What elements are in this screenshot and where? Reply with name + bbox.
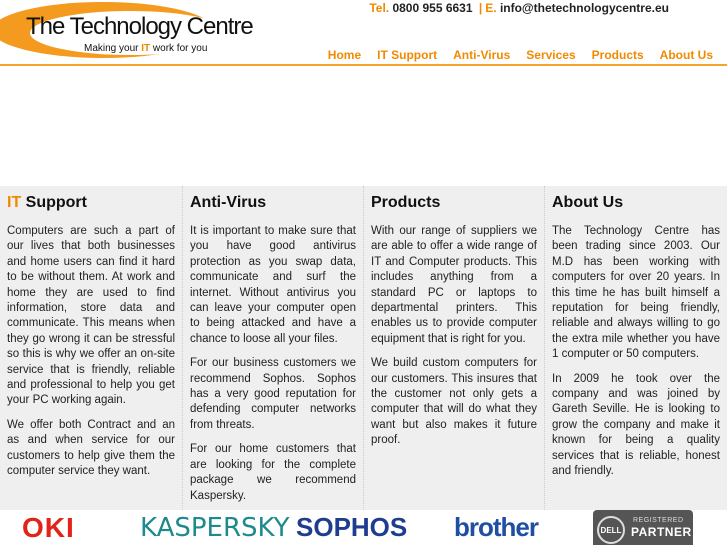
nav-it-support[interactable]: IT Support bbox=[377, 48, 438, 62]
anti-virus-paragraph: For our home customers that are looking for the complete package we recommend Kaspersky. bbox=[190, 443, 356, 502]
nav-services[interactable]: Services bbox=[526, 48, 576, 62]
dell-partner-text: PARTNER bbox=[631, 525, 692, 539]
nav-products[interactable]: Products bbox=[591, 48, 644, 62]
partner-logos bbox=[0, 510, 727, 545]
content-columns bbox=[0, 186, 727, 510]
column-anti-virus bbox=[182, 186, 363, 510]
it-support-heading bbox=[7, 194, 175, 212]
it-support-heading-rest: Support bbox=[21, 194, 87, 211]
logo-title: The Technology Centre bbox=[26, 13, 253, 40]
oki-logo[interactable]: OKI bbox=[22, 511, 75, 543]
kaspersky-logo[interactable]: KASPERSKY bbox=[140, 512, 290, 543]
nav-about-us[interactable]: About Us bbox=[659, 48, 713, 62]
email-label: E. bbox=[485, 1, 497, 15]
products-heading: Products bbox=[371, 194, 441, 211]
contact-separator: | bbox=[478, 1, 483, 15]
nav-anti-virus[interactable]: Anti-Virus bbox=[453, 48, 511, 62]
tel-label: Tel. bbox=[369, 1, 390, 15]
products-paragraph: We build custom computers for our customers. This insures that the customer not only gets a computer that will do what they want but also makes it future proof. bbox=[371, 357, 537, 447]
it-support-paragraph: Computers are such a part of our lives that both businesses and home users can find it hard to be without them. At work and home they are used to find information, store data and communicate. This means when they go wrong it can be stressful so this is why we offer an on-site service that is friendly, reliable and professional to help you get your PC working again. bbox=[7, 225, 175, 407]
column-about-us bbox=[544, 186, 727, 510]
dell-badge: DELL bbox=[597, 516, 625, 544]
sophos-logo[interactable]: SOPHOS bbox=[296, 512, 408, 542]
products-paragraph: With our range of suppliers we are able to offer a wide range of IT and Computer products. This includes anything from a standard PC or laptops to departmental printers. This enables us to provide computer equipment that is right for you. bbox=[371, 225, 537, 345]
about-us-paragraph: The Technology Centre has been trading since 2003. Our M.D has been working with computers for over 20 years. In this time he has built himself a reputation for being friendly, reliable and always willing to go the extra mile whether you have 1 computer or 50 computers. bbox=[552, 225, 720, 361]
it-support-heading-hl: IT bbox=[7, 194, 22, 211]
column-it-support bbox=[0, 186, 182, 510]
it-support-paragraph: We offer both Contract and an as and when service for our customers to help give them the computer service they want. bbox=[7, 418, 175, 478]
logo-tag-after: work for you bbox=[150, 43, 208, 54]
column-products bbox=[363, 186, 544, 510]
anti-virus-paragraph: For our business customers we recommend Sophos. Sophos has a very good reputation for defending computer networks from threats. bbox=[190, 357, 356, 431]
anti-virus-heading: Anti-Virus bbox=[190, 194, 267, 211]
site-logo[interactable] bbox=[0, 0, 253, 60]
tel-number[interactable]: 0800 955 6631 bbox=[392, 1, 473, 15]
logo-tagline bbox=[84, 43, 207, 54]
dell-registered-text: REGISTERED bbox=[633, 517, 684, 524]
logo-tag-before: Making your bbox=[84, 43, 142, 54]
site-header bbox=[0, 0, 727, 66]
anti-virus-paragraph: It is important to make sure that you have good antivirus protection as you swap data, communicate and surf the internet. Without antivirus you can leave your computer open to being attacked and have a chance to loose all your files. bbox=[190, 225, 356, 345]
email-link[interactable]: info@thetechnologycentre.eu bbox=[499, 1, 669, 15]
about-us-paragraph: In 2009 he took over the company and was joined by Gareth Seville. He is looking to grow the company and make it known for being a quality services that is reliable, honest and friendly. bbox=[552, 372, 720, 478]
contact-bar bbox=[369, 1, 669, 15]
main-nav bbox=[320, 48, 713, 62]
dell-partner-logo[interactable] bbox=[593, 510, 693, 545]
nav-home[interactable]: Home bbox=[327, 48, 362, 62]
brother-logo[interactable]: brother bbox=[454, 512, 538, 542]
about-us-heading: About Us bbox=[552, 194, 624, 211]
logo-tag-it: IT bbox=[141, 43, 151, 54]
